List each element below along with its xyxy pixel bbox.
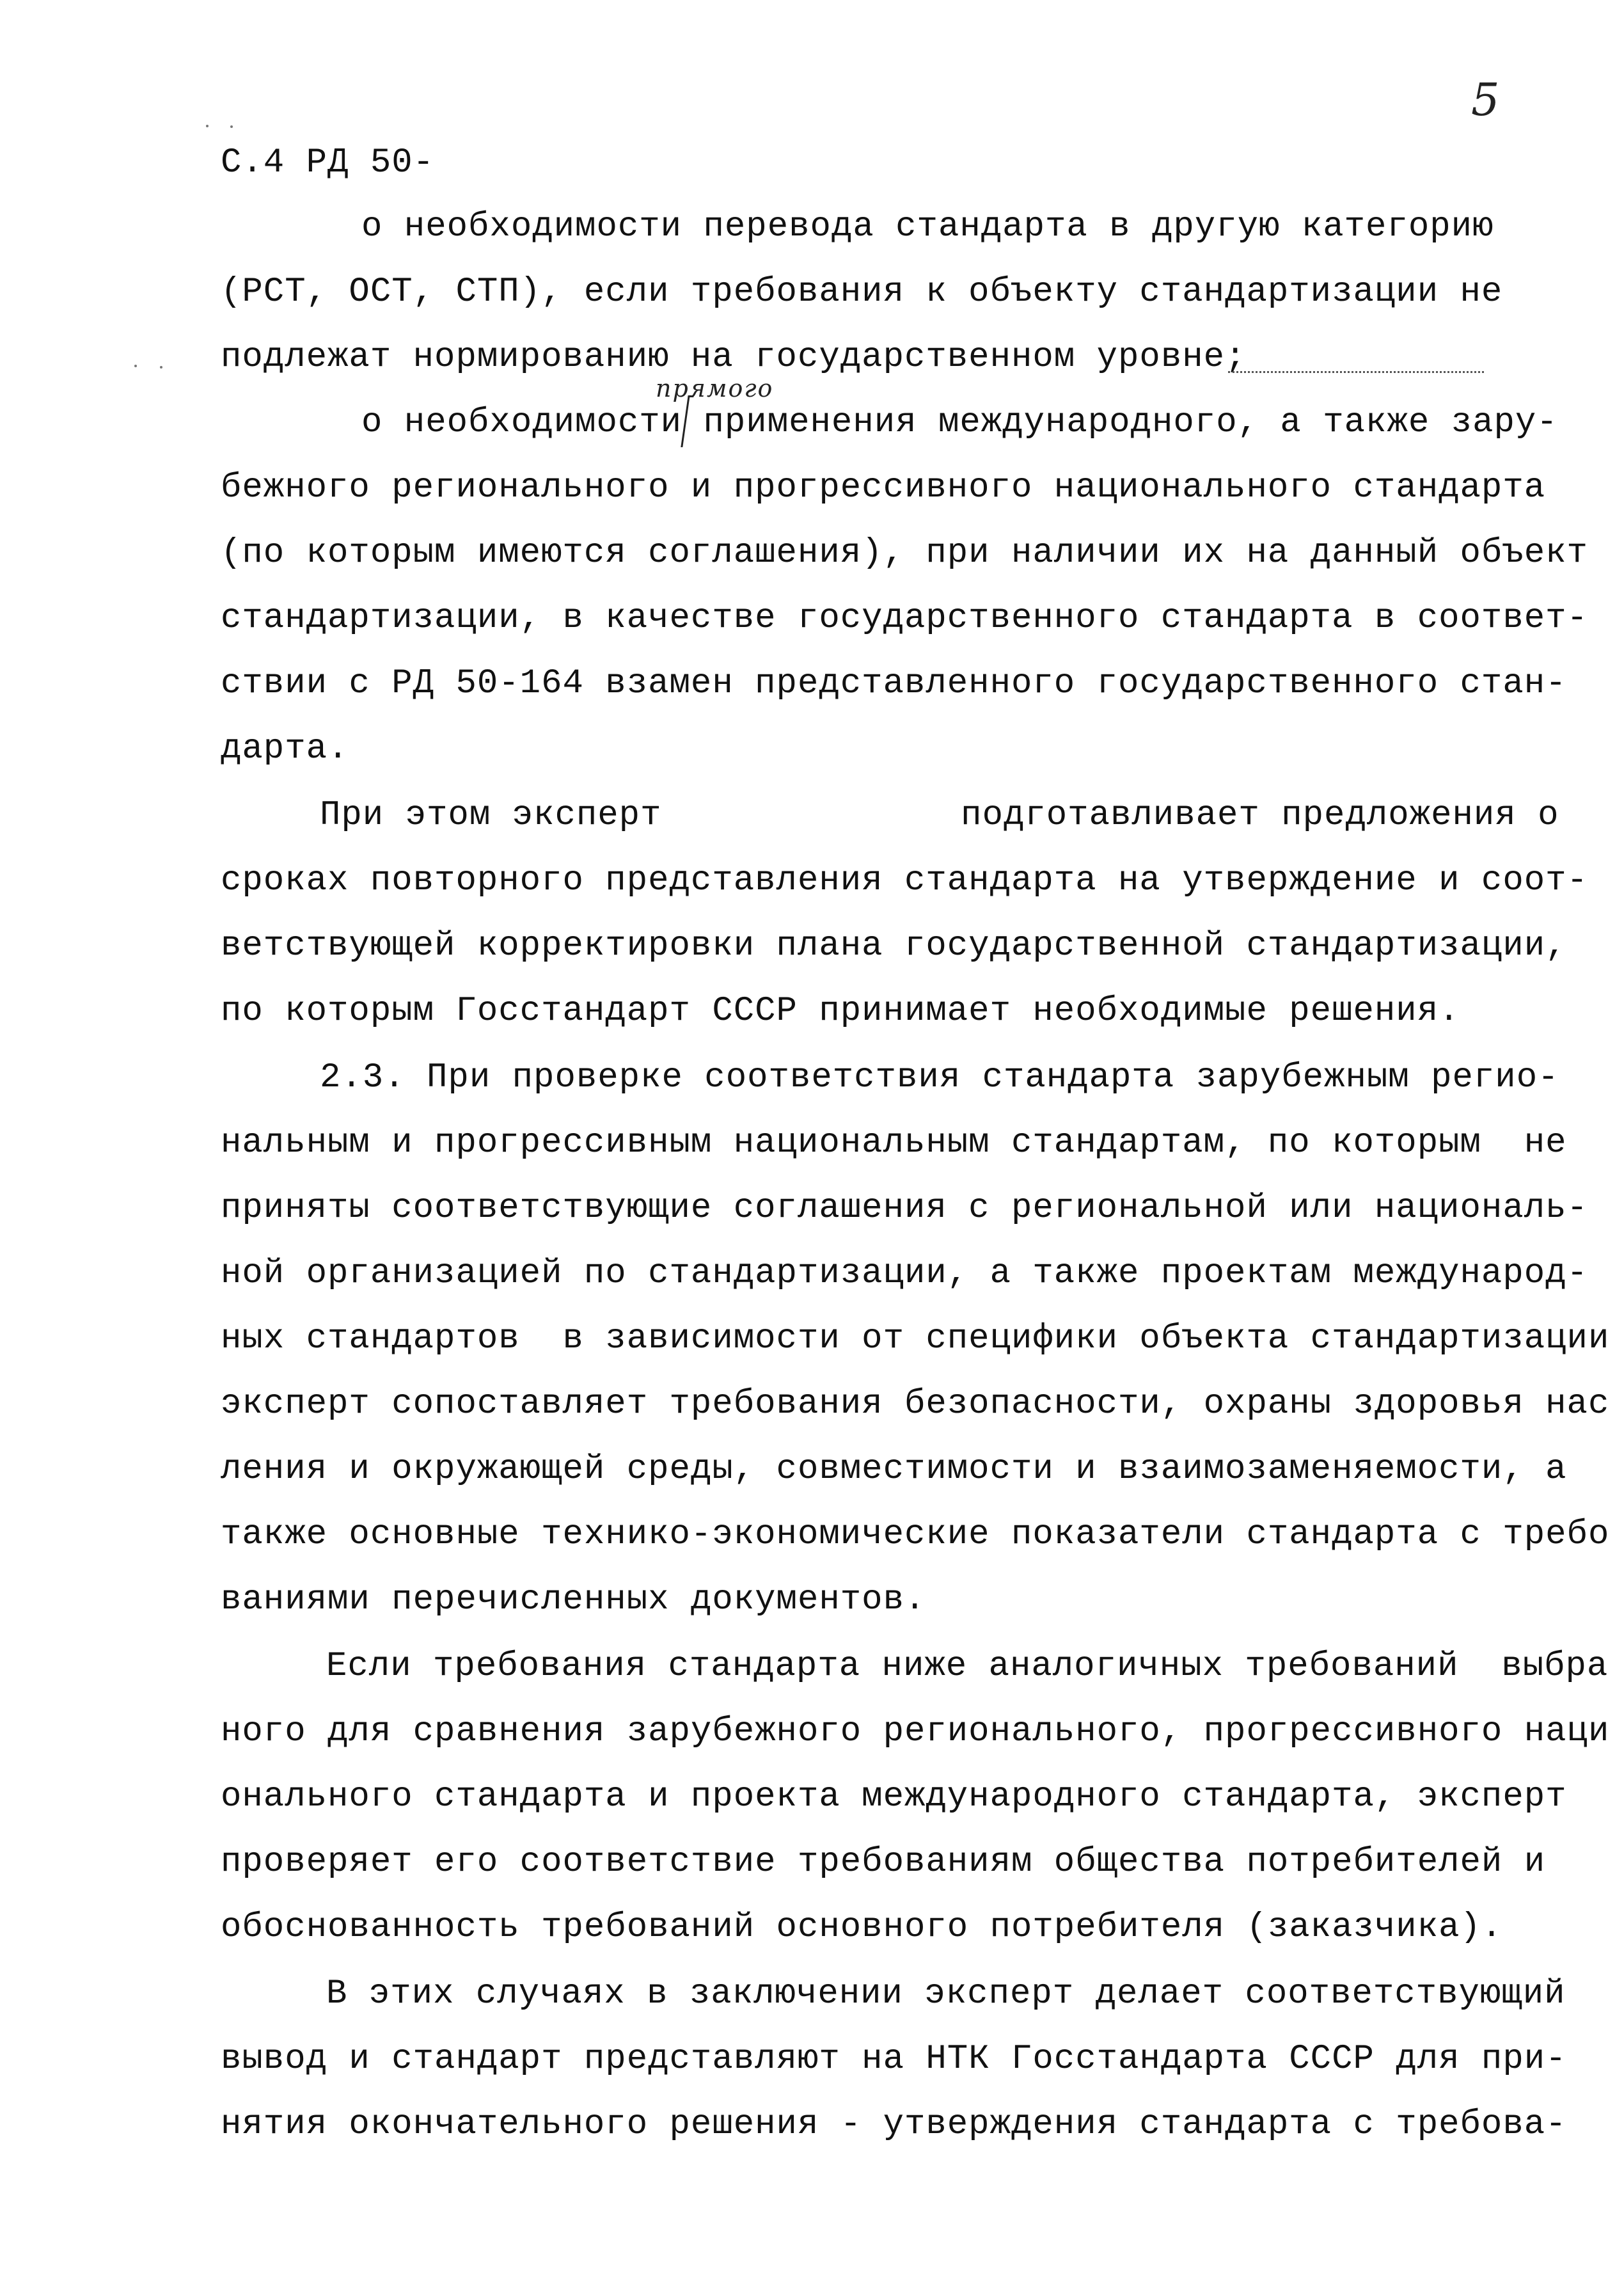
text-line: подлежат нормированию на государственном уровне; bbox=[221, 338, 1247, 377]
text-line: проверяет его соответствие требованиям общества потребителей и bbox=[221, 1843, 1546, 1882]
text-line: дарта. bbox=[221, 729, 349, 768]
text-line: ствии с РД 50-164 взамен представленного государственного стан- bbox=[221, 664, 1567, 703]
text-line: обоснованность требований основного потребителя (заказчика). bbox=[221, 1908, 1503, 1947]
text-line: 2.3. При проверке соответствия стандарта зарубежным регио- bbox=[320, 1058, 1559, 1097]
text-line: ления и окружающей среды, совместимости и взаимозаменяемости, а bbox=[221, 1450, 1567, 1489]
text-line: сроках повторного представления стандарта на утверждение и соот- bbox=[221, 861, 1588, 900]
text-line: стандартизации, в качестве государственного стандарта в соответ- bbox=[221, 599, 1588, 638]
scan-speck bbox=[230, 125, 233, 128]
text-line: эксперт сопоставляет требования безопасности, охраны здоровья нас bbox=[221, 1385, 1610, 1424]
page-number-mark: 5 bbox=[1471, 74, 1501, 126]
scan-speck bbox=[134, 365, 137, 367]
text-line: нальным и прогрессивным национальным стандартам, по которым не bbox=[221, 1123, 1567, 1163]
handwritten-insertion: прямого bbox=[656, 374, 774, 402]
scan-speck bbox=[206, 125, 209, 127]
text-line: При этом эксперт подготавливает предложения о bbox=[320, 796, 1559, 835]
text-line: (РСТ, ОСТ, СТП), если требования к объекту стандартизации не bbox=[221, 273, 1503, 312]
text-line: ного для сравнения зарубежного регионального, прогрессивного наци bbox=[221, 1712, 1610, 1751]
text-line: также основные технико-экономические показатели стандарта с требо bbox=[221, 1515, 1610, 1554]
text-line: ной организацией по стандартизации, а также проектам международ- bbox=[221, 1254, 1588, 1293]
text-line: вывод и стандарт представляют на НТК Госстандарта СССР для при- bbox=[221, 2040, 1567, 2079]
text-line: ных стандартов в зависимости от специфики объекта стандартизации bbox=[221, 1319, 1610, 1358]
text-line: (по которым имеются соглашения), при наличии их на данный объект bbox=[221, 534, 1588, 573]
text-line: онального стандарта и проекта международного стандарта, эксперт bbox=[221, 1777, 1567, 1816]
text-line: ветствующей корректировки плана государственной стандартизации, bbox=[221, 926, 1567, 965]
text-line: о необходимости применения международного, а также зару- bbox=[361, 403, 1558, 442]
text-line: бежного регионального и прогрессивного национального стандарта bbox=[221, 468, 1546, 507]
scan-speck bbox=[160, 366, 162, 369]
text-line: В этих случаях в заключении эксперт делает соответствующий bbox=[326, 1974, 1566, 2013]
text-line: нятия окончательного решения - утверждения стандарта с требова- bbox=[221, 2105, 1567, 2144]
text-line: приняты соответствующие соглашения с региональной или националь- bbox=[221, 1189, 1588, 1228]
text-line: Если требования стандарта ниже аналогичных требований выбра bbox=[326, 1647, 1609, 1686]
text-line: по которым Госстандарт СССР принимает необходимые решения. bbox=[221, 992, 1460, 1031]
text-line: о необходимости перевода стандарта в другую категорию bbox=[361, 207, 1494, 246]
text-line: ваниями перечисленных документов. bbox=[221, 1580, 926, 1619]
margin-dash-mark bbox=[1228, 371, 1484, 373]
document-header-code: С.4 РД 50- bbox=[221, 143, 435, 182]
